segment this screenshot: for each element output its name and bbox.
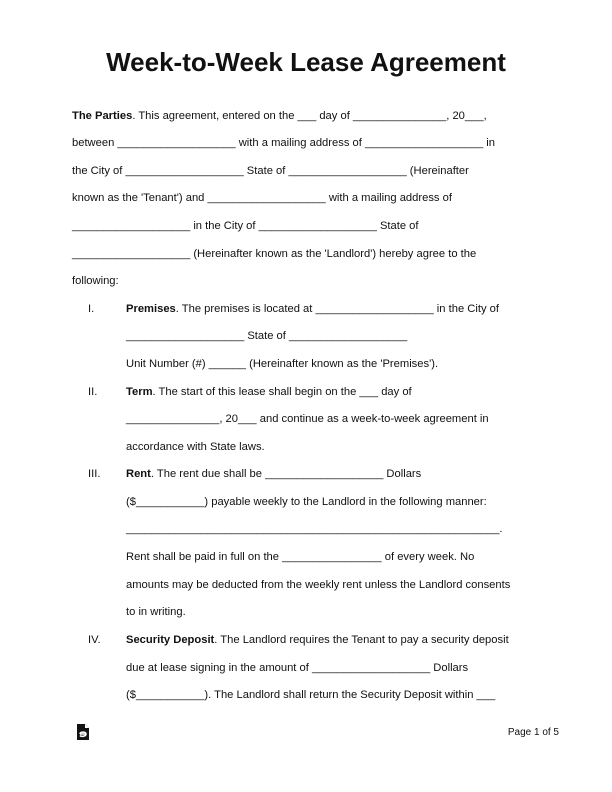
rent-line-2: ($___________) payable weekly to the Landlord in the following manner: (126, 496, 487, 508)
deposit-line-3: ($___________). The Landlord shall return the Security Deposit within ___ (126, 689, 496, 701)
premises-heading: Premises (126, 303, 176, 315)
section-numeral: II. (88, 386, 98, 398)
term-line-2: _______________, 20___ and continue as a week-to-week agreement in (126, 413, 489, 425)
term-heading: Term (126, 386, 153, 398)
page-number: Page 1 of 5 (507, 727, 559, 738)
deposit-line-2: due at lease signing in the amount of ___________________ Dollars (126, 662, 469, 674)
parties-line-4: known as the 'Tenant') and ___________________ with a mailing address of (72, 192, 452, 204)
premises-line-3: Unit Number (#) ______ (Hereinafter known as the 'Premises'). (126, 358, 439, 370)
parties-line-7: following: (72, 275, 119, 287)
premises-line-1: Premises. The premises is located at ___________________ in the City of (126, 303, 499, 315)
term-line-3: accordance with State laws. (126, 441, 265, 453)
rent-line-4: Rent shall be paid in full on the ________________ of every week. No (126, 551, 475, 563)
deposit-heading: Security Deposit (126, 634, 215, 646)
parties-heading: The Parties (72, 110, 133, 122)
parties-line-5: ___________________ in the City of ___________________ State of (72, 220, 419, 232)
section-numeral: I. (88, 303, 95, 315)
rent-line-1: Rent. The rent due shall be ___________________ Dollars (126, 468, 422, 480)
parties-line-1: The Parties. This agreement, entered on the ___ day of _______________, 20___, (72, 110, 487, 122)
premises-line-2: ___________________ State of ___________________ (126, 330, 408, 342)
section-numeral: IV. (88, 634, 101, 646)
term-line-1: Term. The start of this lease shall begin on the ___ day of (126, 386, 412, 398)
page-title: Week-to-Week Lease Agreement (106, 47, 506, 77)
rent-line-5: amounts may be deducted from the weekly rent unless the Landlord consents (126, 579, 511, 591)
rent-line-3: ____________________________________________________________. (126, 523, 503, 535)
section-numeral: III. (88, 468, 101, 480)
rent-heading: Rent (126, 468, 151, 480)
parties-line-6: ___________________ (Hereinafter known as the 'Landlord') hereby agree to the (72, 248, 477, 260)
rent-line-6: to in writing. (126, 606, 186, 618)
parties-line-2: between ___________________ with a mailing address of ___________________ in (72, 137, 495, 149)
eforms-logo-icon (76, 723, 90, 741)
deposit-line-1: Security Deposit. The Landlord requires the Tenant to pay a security deposit (126, 634, 509, 646)
parties-line-3: the City of ___________________ State of ___________________ (Hereinafter (72, 165, 469, 177)
